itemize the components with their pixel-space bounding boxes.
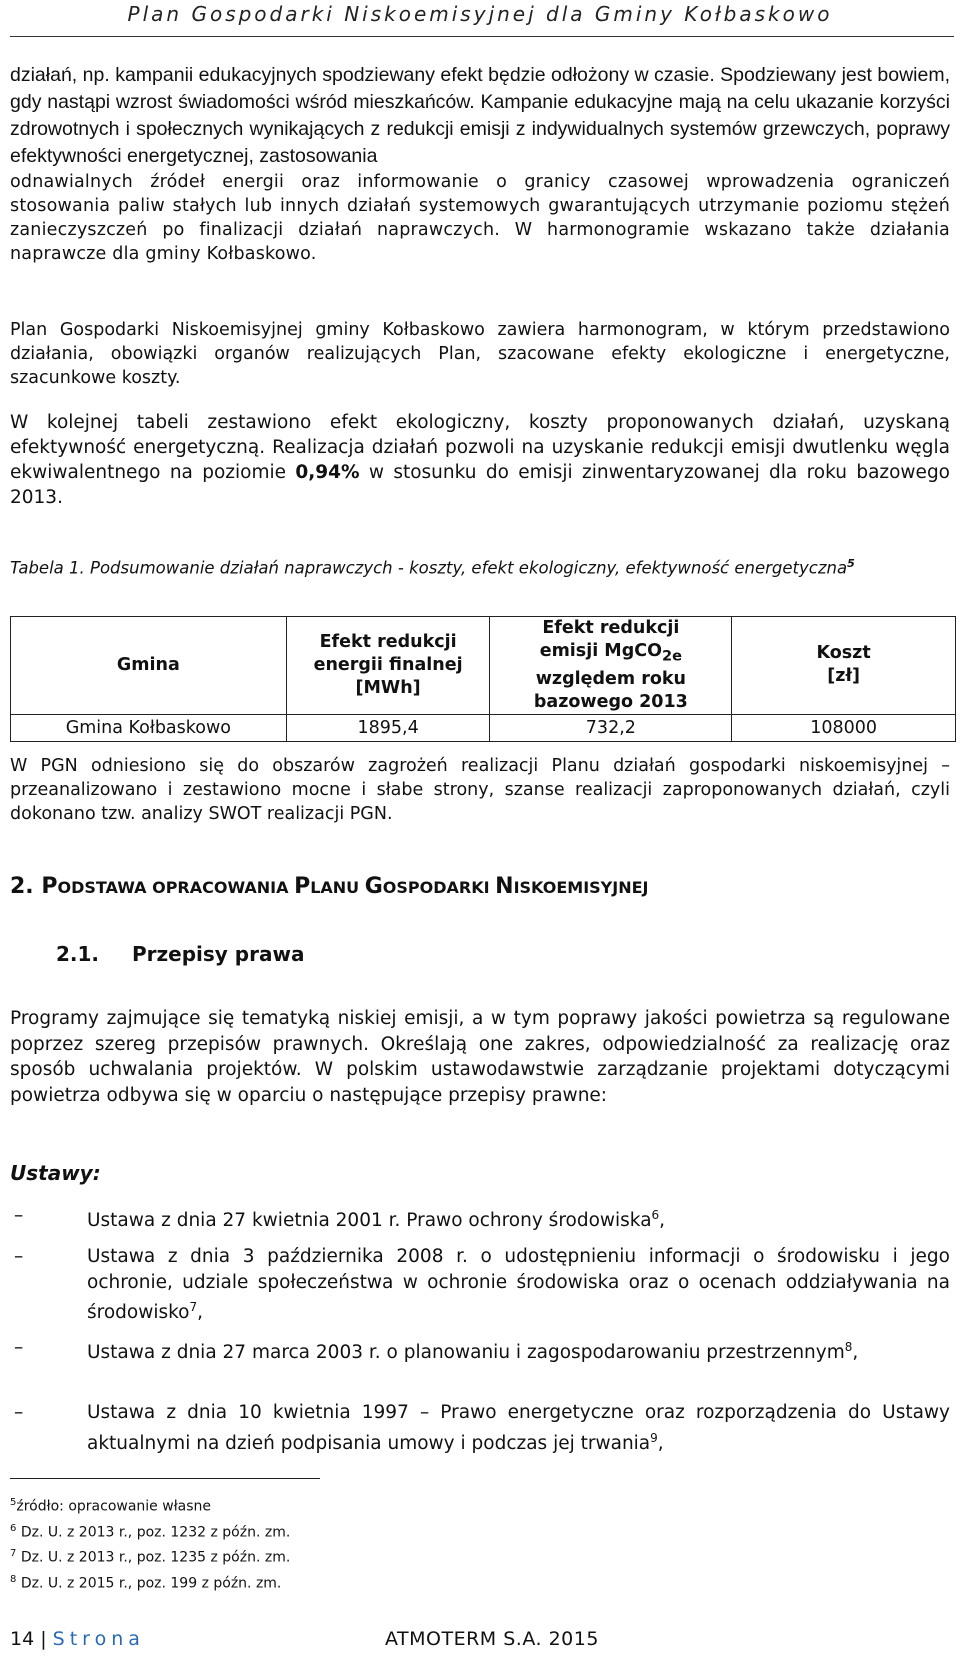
header-gmina: Gmina (11, 617, 287, 715)
list-item: – Ustawa z dnia 3 października 2008 r. o udostępnieniu informacji o środowisku i jego ochronie, udziale społeczeństwa w ochronie środowiska oraz o ocenach oddziaływania na środowisko$^7$, (14, 1246, 950, 1324)
table-header-row (11, 617, 956, 715)
paragraph-harmonogram: Plan Gospodarki Niskoemisyjnej gminy Kołbaskowo zawiera harmonogram, w którym przedstawiono działania, obowiązki organów realizujących Plan, szacowane efekty ekologiczne i energetyczne, szacunkowe koszty. (10, 320, 950, 388)
paragraph-kampanie: działań, np. kampanii edukacyjnych spodziewany efekt będzie odłożony w czasie. Spodziewany jest bowiem, gdy nastąpi wzrost świadomości wśród mieszkańców. Kampanie edukacyjne mają na celu ukazanie korzyści zdrowotnych i społecznych wynikających z redukcji emisji z indywidualnych systemów grzewczych, poprawy efektywności energetycznej, zastosowania (10, 64, 950, 167)
dash-bullet-icon: – (14, 1205, 24, 1226)
paragraph-programy: Programy zajmujące się tematyką niskiej emisji, a w tym poprawy jakości powietrza są regulowane poprzez szereg przepisów prawnych. Określają one zakres, odpowiedzialność za realizację oraz sposób uchwalania projektów. W polskim ustawodawstwie zarządzanie projektami dotyczącymi powietrza odbywa się w oparciu o następujące przepisy prawne: (10, 1008, 950, 1106)
cell-energy: 1895,4 (286, 714, 490, 741)
cell-gmina: Gmina Kołbaskowo (11, 714, 287, 741)
footnote: $^8$ Dz. U. z 2015 r., poz. 199 z późn. zm. (10, 1573, 282, 1592)
paragraph-kampanie-cont: odnawialnych źródeł energii oraz informowanie o granicy czasowej wprowadzenia ograniczeń stosowania paliw stałych lub innych działań systemowych gwarantujących utrzymanie poziomu stężeń zanieczyszczeń po finalizacji działań naprawczych. W harmonogramie wskazano także działania naprawcze dla gminy Kołbaskowo. (10, 172, 950, 264)
footnote-rule (10, 1478, 320, 1479)
footnote: $^7$ Dz. U. z 2013 r., poz. 1235 z późn. zm. (10, 1548, 291, 1566)
header-cost: Koszt [zł] (732, 617, 956, 715)
page-footer-number: 14 | Strona (10, 1628, 145, 1650)
footnotes (10, 1492, 290, 1595)
running-header: Plan Gospodarki Niskoemisyjnej dla Gminy Kołbaskowo (127, 2, 833, 26)
list-item: – Ustawa z dnia 10 kwietnia 1997 – Prawo energetyczne oraz rozporządzenia do Ustawy aktualnymi na dzień podpisania umowy i podczas jej trwania$^9$, (14, 1402, 950, 1454)
footnote: $^6$ Dz. U. z 2013 r., poz. 1232 z późn. zm. (10, 1522, 291, 1541)
page-footer-company: ATMOTERM S.A. 2015 (385, 1628, 599, 1650)
paragraph-efekt-text-1: W kolejnej tabeli zestawiono efekt ekologiczny, koszty proponowanych działań, uzyskaną efektywność energetyczną. Realizacja działań pozwoli na uzyskanie redukcji emisji dwutlenku węgla ekwiwalentnego na poziomie (10, 412, 950, 483)
table-row (11, 714, 956, 741)
dash-bullet-icon: – (14, 1402, 24, 1423)
list-item: – Ustawa z dnia 27 marca 2003 r. o planowaniu i zagospodarowaniu przestrzennym$^8$, (14, 1337, 859, 1364)
dash-bullet-icon: – (14, 1246, 24, 1267)
header-energy-reduction: Efekt redukcji energii finalnej [MWh] (286, 617, 490, 715)
cell-emission: 732,2 (490, 714, 732, 741)
paragraph-efekt (10, 410, 950, 510)
paragraph-efekt-text-2: w stosunku do emisji zinwentaryzowanej dla roku bazowego 2013. (10, 462, 951, 508)
table-caption-text: Podsumowanie działań naprawczych - koszty, efekt ekologiczny, efektywność energetyczna (84, 558, 848, 578)
header-emission-reduction: Efekt redukcji emisji MgCO$_{2e}$ względem roku bazowego 2013 (490, 617, 732, 715)
summary-table-wrapper (10, 616, 956, 742)
paragraph-swot: W PGN odniesiono się do obszarów zagrożeń realizacji Planu działań gospodarki niskoemisyjnej – przeanalizowano i zestawiono mocne i słabe strony, szanse realizacji zaproponowanych działań, czyli dokonano tzw. analizy SWOT realizacji PGN. (10, 756, 950, 824)
dash-bullet-icon: – (14, 1337, 24, 1358)
table-caption-label: Tabela 1. (10, 558, 85, 578)
emission-reduction-value: 0,94% (295, 462, 360, 483)
section-heading: 2. PODSTAWA OPRACOWANIA PLANU GOSPODARKI NISKOEMISYJNEJ (10, 874, 649, 899)
ustawy-label: Ustawy: (10, 1161, 101, 1185)
cell-cost: 108000 (732, 714, 956, 741)
table-caption (10, 552, 950, 580)
list-item: – Ustawa z dnia 27 kwietnia 2001 r. Prawo ochrony środowiska$^6$, (14, 1205, 666, 1232)
footnote: $^5$źródło: opracowanie własne (10, 1497, 212, 1515)
header-rule (10, 36, 954, 37)
footnote-ref-5: 5 (847, 557, 855, 570)
summary-table (10, 616, 956, 742)
subsection-heading: 2.1. Przepisy prawa (56, 942, 305, 966)
